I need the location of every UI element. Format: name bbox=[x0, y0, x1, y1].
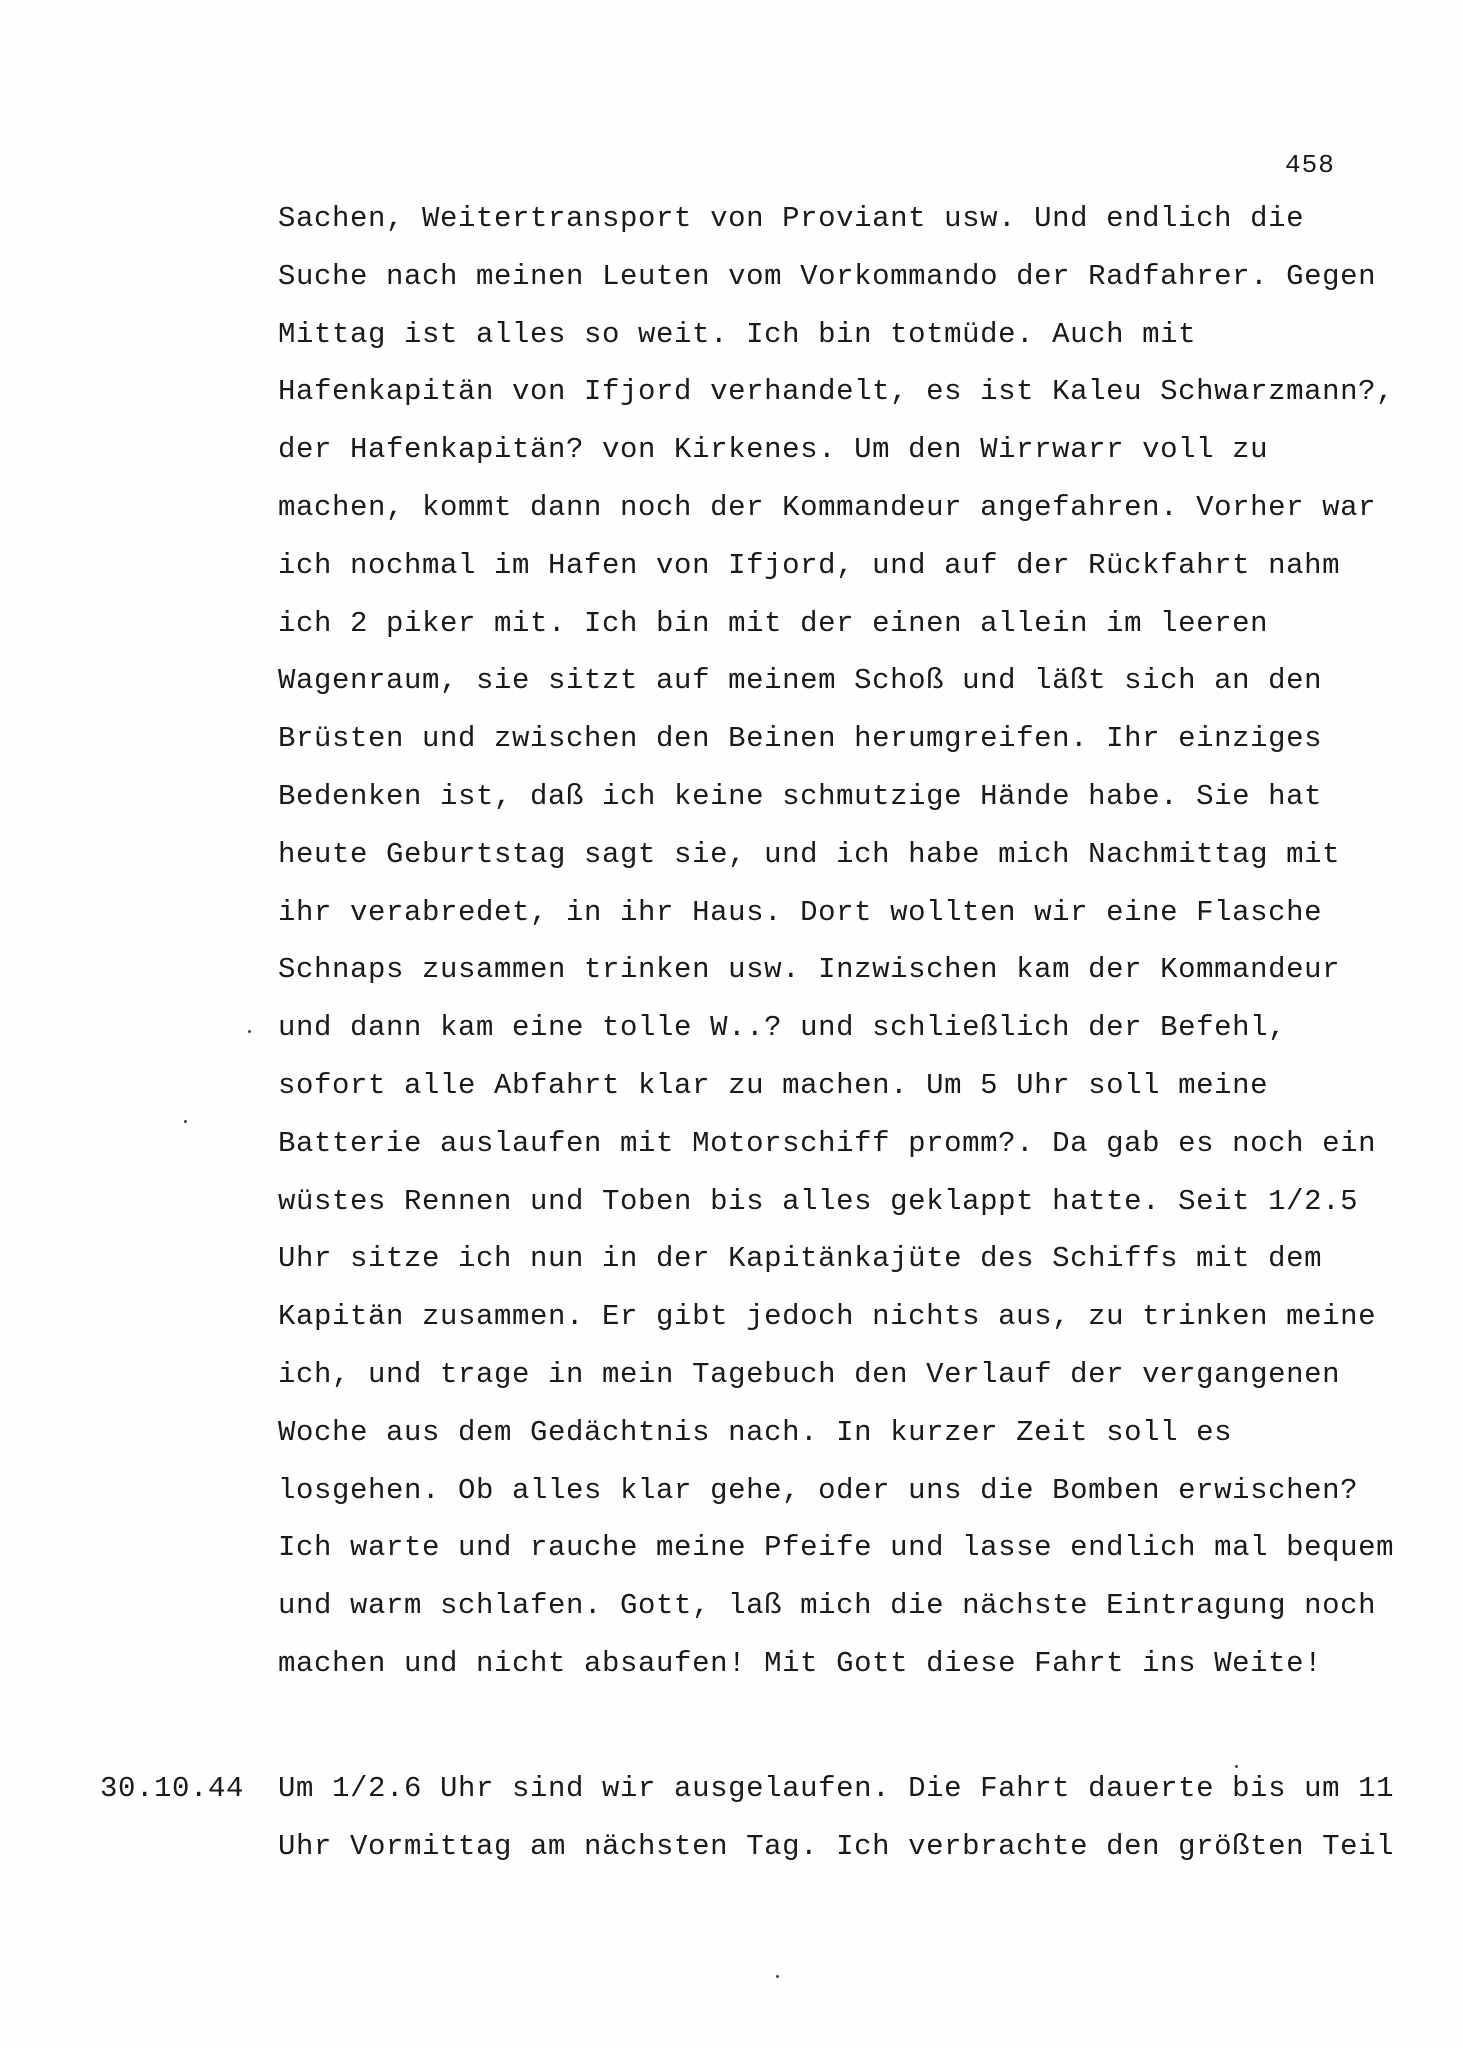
text-line: sofort alle Abfahrt klar zu machen. Um 5 Uhr soll meine bbox=[278, 1068, 1269, 1102]
text-line: Kapitän zusammen. Er gibt jedoch nichts aus, zu trinken meine bbox=[278, 1300, 1377, 1334]
scan-speck bbox=[776, 1975, 779, 1978]
text-line: Woche aus dem Gedächtnis nach. In kurzer Zeit soll es bbox=[278, 1415, 1233, 1449]
text-line: wüstes Rennen und Toben bis alles geklappt hatte. Seit 1/2.5 bbox=[278, 1184, 1359, 1218]
text-line: der Hafenkapitän? von Kirkenes. Um den Wirrwarr voll zu bbox=[278, 433, 1269, 467]
scan-speck bbox=[184, 1120, 187, 1123]
text-line: Batterie auslaufen mit Motorschiff promm?. Da gab es noch ein bbox=[278, 1126, 1377, 1160]
text-line: Wagenraum, sie sitzt auf meinem Schoß und läßt sich an den bbox=[278, 664, 1323, 698]
text-line: Sachen, Weitertransport von Proviant usw. Und endlich die bbox=[278, 202, 1305, 235]
scan-speck bbox=[1235, 1765, 1238, 1768]
text-line: Mittag ist alles so weit. Ich bin totmüde. Auch mit bbox=[278, 317, 1197, 351]
entry-text bbox=[278, 1760, 1428, 1876]
text-line: Schnaps zusammen trinken usw. Inzwischen kam der Kommandeur bbox=[278, 953, 1341, 987]
text-line: Uhr sitze ich nun in der Kapitänkajüte des Schiffs mit dem bbox=[278, 1242, 1323, 1276]
page-number: 458 bbox=[1285, 150, 1335, 180]
scan-speck bbox=[248, 1030, 251, 1033]
text-line: Hafenkapitän von Ifjord verhandelt, es ist Kaleu Schwarzmann?, bbox=[278, 375, 1395, 409]
text-line: Uhr Vormittag am nächsten Tag. Ich verbrachte den größten Teil bbox=[278, 1829, 1395, 1863]
text-line: und dann kam eine tolle W..? und schließlich der Befehl, bbox=[278, 1011, 1287, 1045]
text-line: Um 1/2.6 Uhr sind wir ausgelaufen. Die Fahrt dauerte bis um 11 bbox=[278, 1772, 1395, 1805]
text-line: Bedenken ist, daß ich keine schmutzige Hände habe. Sie hat bbox=[278, 779, 1323, 813]
text-line: und warm schlafen. Gott, laß mich die nächste Eintragung noch bbox=[278, 1589, 1377, 1623]
text-line: Brüsten und zwischen den Beinen herumgreifen. Ihr einziges bbox=[278, 722, 1323, 756]
text-line: ich 2 piker mit. Ich bin mit der einen allein im leeren bbox=[278, 606, 1269, 640]
text-line: ich, und trage in mein Tagebuch den Verlauf der vergangenen bbox=[278, 1357, 1341, 1391]
entry-date: 30.10.44 bbox=[100, 1772, 245, 1805]
text-line: machen, kommt dann noch der Kommandeur angefahren. Vorher war bbox=[278, 490, 1377, 524]
text-line: heute Geburtstag sagt sie, und ich habe mich Nachmittag mit bbox=[278, 837, 1341, 871]
diary-body bbox=[278, 190, 1403, 1693]
text-line: machen und nicht absaufen! Mit Gott diese Fahrt ins Weite! bbox=[278, 1646, 1323, 1680]
text-line: Suche nach meinen Leuten vom Vorkommando der Radfahrer. Gegen bbox=[278, 259, 1377, 293]
text-line: ich nochmal im Hafen von Ifjord, und auf der Rückfahrt nahm bbox=[278, 548, 1341, 582]
text-line: ihr verabredet, in ihr Haus. Dort wollten wir eine Flasche bbox=[278, 895, 1323, 929]
text-line: losgehen. Ob alles klar gehe, oder uns die Bomben erwischen? bbox=[278, 1473, 1359, 1507]
text-line: Ich warte und rauche meine Pfeife und lasse endlich mal bequem bbox=[278, 1531, 1395, 1565]
